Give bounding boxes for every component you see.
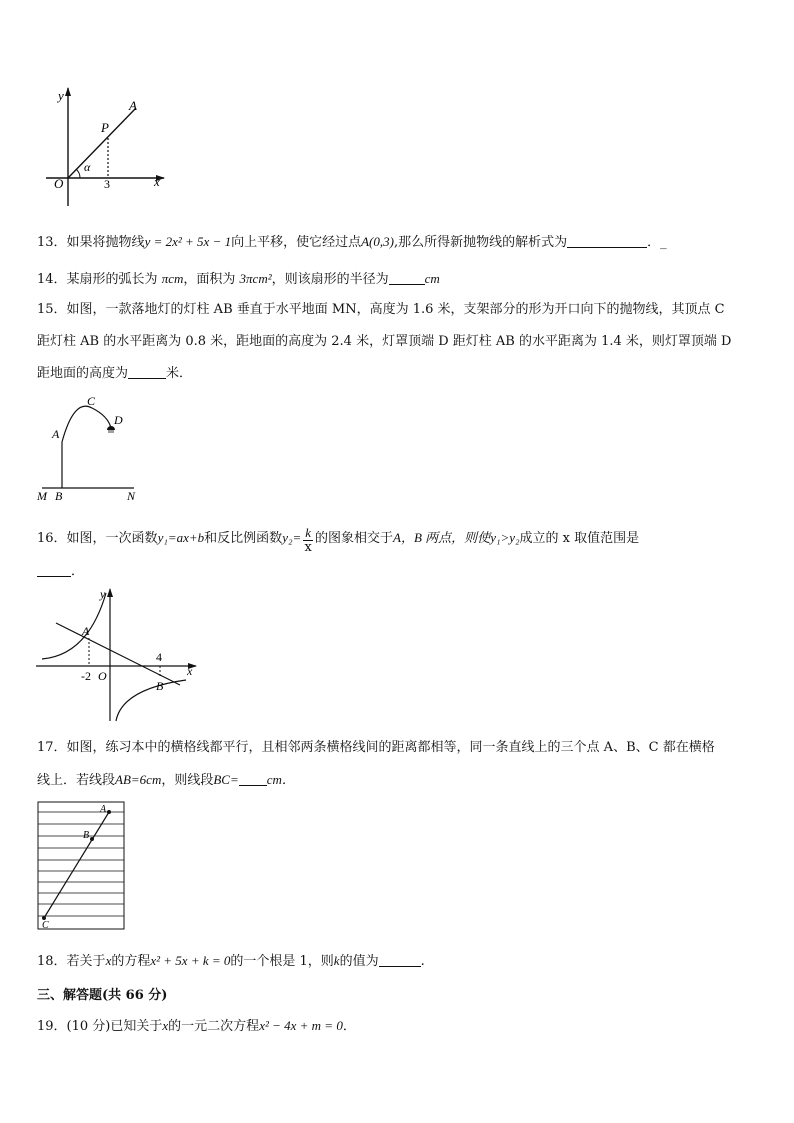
fig12-y: y: [58, 88, 64, 103]
answer-blank-16[interactable]: [37, 564, 71, 577]
question-13: 13．如果将抛物线y = 2x² + 5x − 1向上平移，使它经过点A(0,3),那么所得新抛物线的解析式为 ．_: [37, 234, 667, 250]
fig12-P: P: [101, 120, 109, 135]
question-18: 18．若关于x的方程x² + 5x + k = 0的一个根是 1，则k的值为 .: [37, 953, 425, 969]
fig16-4: 4: [156, 650, 162, 664]
fig16-x: x: [187, 664, 193, 678]
q16-fraction: $\frac{k}{x}$: [304, 525, 312, 555]
question-15-line3: 距地面的高度为 米．: [37, 366, 193, 381]
fig16-O: O: [98, 669, 107, 683]
fig17-B: B: [83, 830, 90, 841]
fig12-alpha: α: [84, 160, 91, 174]
question-19: 19．(10 分)已知关于x的一元二次方程x² − 4x + m = 0．: [37, 1018, 356, 1034]
question-16-line2: ．: [37, 564, 84, 580]
answer-blank-15[interactable]: [128, 366, 166, 379]
q15-figure: [34, 394, 149, 504]
fig17-C: C: [42, 920, 49, 931]
answer-blank-18[interactable]: [379, 954, 421, 967]
q13-point: A(0,3): [361, 234, 394, 249]
fig12-O: O: [54, 176, 64, 191]
question-16: 16．如图，一次函数y₁=ax+b和反比例函数y₂= $\frac{k}{x}$ 的图象相交于A，B 两点，则使y₁>y₂成立的 x 取值范围是: [37, 525, 640, 555]
fig15-M: M: [37, 489, 47, 503]
fig15-C: C: [87, 394, 96, 408]
fig15-N: N: [127, 489, 136, 503]
fig12-A: A: [129, 98, 137, 113]
question-15-line2: 距灯柱 AB 的水平距离为 0.8 米，距地面的高度为 2.4 米，灯罩顶端 D 距灯柱 AB 的水平距离为 1.4 米，则灯罩顶端 D: [37, 334, 732, 349]
question-17-line2: 线上．若线段AB=6cm，则线段BC= cm．: [37, 772, 295, 788]
section-3-heading: 三、解答题(共 66 分): [37, 988, 168, 1003]
fig16-neg2: -2: [81, 669, 91, 683]
fig16-y: y: [100, 587, 106, 601]
q12-figure: [40, 84, 170, 210]
fig15-A: A: [52, 427, 60, 441]
answer-blank-13[interactable]: [567, 235, 647, 248]
answer-blank-17[interactable]: [239, 773, 267, 786]
fig12-x: x: [154, 174, 160, 189]
q16-figure: [36, 585, 201, 725]
fig15-D: D: [114, 413, 123, 427]
question-14: 14．某扇形的弧长为 πcm，面积为 3πcm²，则该扇形的半径为 cm: [37, 271, 440, 287]
fig16-B: B: [156, 679, 164, 693]
fig16-A: A: [82, 624, 90, 638]
fig12-3: 3: [104, 177, 110, 191]
q17-figure: [37, 801, 127, 931]
question-17-line1: 17．如图，练习本中的横格线都平行，且相邻两条横格线间的距离都相等，同一条直线上的三个点 A、B、C 都在横格: [37, 740, 715, 755]
fig17-A: A: [100, 804, 107, 815]
fig15-B: B: [55, 489, 63, 503]
answer-blank-14[interactable]: [389, 272, 425, 285]
q13-formula: y = 2x² + 5x − 1: [144, 234, 232, 249]
question-15-line1: 15．如图，一款落地灯的灯柱 AB 垂直于水平地面 MN，高度为 1.6 米，支架部分的形为开口向下的抛物线，其顶点 C: [37, 302, 725, 317]
